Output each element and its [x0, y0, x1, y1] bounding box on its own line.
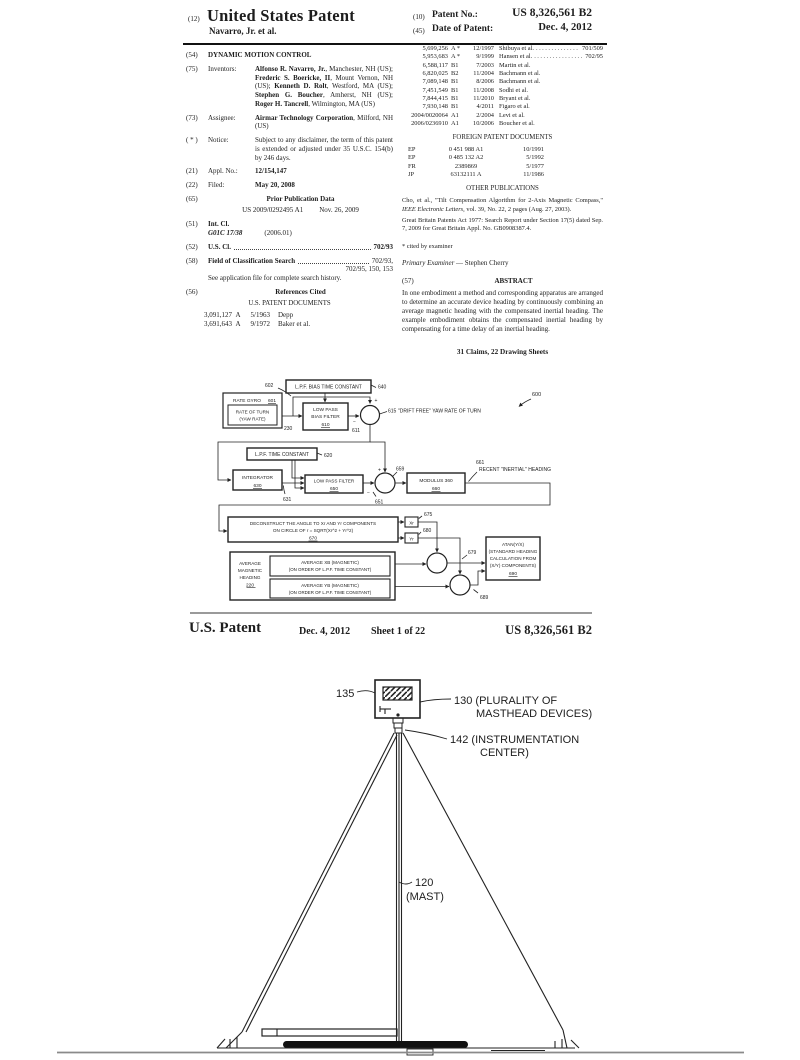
field-22-filed: (22) Filed: May 20, 2008 — [186, 181, 393, 190]
primary-examiner-line: Primary Examiner — Stephen Cherry — [402, 258, 509, 267]
label-integrator: INTEGRATOR — [241, 476, 274, 481]
field-54-title: (54) DYNAMIC MOTION CONTROL — [186, 51, 393, 60]
table-row: 5,953,683 A * 9/1999 Hansen et al. ................ 702/95 — [422, 53, 603, 61]
label-average-yb: AVERAGE YB (MAGNETIC) — [301, 583, 359, 588]
label-atan-3: CALCULATION FROM — [489, 556, 537, 561]
ref-680: 680 — [423, 528, 432, 534]
inventors-list: Alfonso R. Navarro, Jr., Manchester, NH (US); Frederic S. Boericke, II, Mount Vernon, NH (US); Kenneth D. Rolt, Westford, MA (US); Stephen G. Boucher, Amherst, NH (US); Roger H. Tancrell, Wilmington, MA (US) — [255, 64, 393, 108]
table-row: 6,588,117 B1 7/2003 Martin et al. — [422, 61, 531, 69]
leader-142 — [405, 730, 447, 739]
boom — [262, 1029, 397, 1036]
box-rate-of-turn — [228, 405, 277, 425]
foreign-documents-heading: FOREIGN PATENT DOCUMENTS — [452, 134, 553, 142]
label-yaw-rate: (YAW RATE) — [239, 416, 266, 422]
label-rate-gyro: RATE GYRO — [233, 399, 261, 404]
summer-611 — [361, 406, 380, 425]
ref-659: 659 — [396, 466, 405, 473]
ref-689: 689 — [480, 595, 489, 601]
ref-670: 670 — [308, 536, 318, 542]
table-row: 2004/0020064 A1 2/2004 Levi et al. — [411, 111, 525, 119]
patent-number: US 8,326,561 B2 — [512, 7, 592, 19]
code-10: (10) — [413, 13, 425, 21]
ref-661: 661 — [476, 460, 485, 466]
box-average-yb — [270, 579, 390, 598]
date-of-patent-label: Date of Patent: — [432, 24, 494, 34]
ref-142-line1: 142 (INSTRUMENTATION — [450, 734, 580, 746]
search-note: See application file for complete search history. — [208, 274, 342, 282]
box-average-xb — [270, 556, 390, 576]
ref-135: 135 — [336, 688, 355, 700]
field-52-us-cl: (52) U.S. Cl. 702/93 — [186, 242, 393, 251]
search-classes: 702/95, 150, 153 — [345, 265, 393, 274]
prior-publication-line — [208, 206, 393, 215]
ref-130-line2: MASTHEAD DEVICES) — [476, 708, 593, 720]
abstract-text: In one embodiment a method and corresponding apparatus are arranged to determine an accurate device heading by continuously combining an average magnetic heading with the compensated inertial heading. The example embodiment obtains the compensated inertial heading by compensating for a time delay of an inertial heading. — [402, 289, 603, 334]
label-lpf-tc: L.P.F. TIME CONSTANT — [255, 452, 309, 458]
ref-631: 631 — [283, 497, 292, 503]
label-magnetic: MAGNETIC — [237, 568, 263, 573]
publication-date: Nov. 26, 2009 — [319, 205, 359, 214]
fig1-labels — [336, 688, 592, 903]
fig1-drawing — [57, 680, 744, 1055]
ref-120: 120 — [415, 877, 434, 889]
ref-651: 651 — [375, 499, 384, 506]
abstract-heading-row: (57) ABSTRACT — [402, 277, 603, 286]
leader-130 — [420, 699, 451, 702]
int-cl-label: Int. Cl. — [208, 220, 230, 229]
ref-640: 640 — [378, 384, 387, 391]
table-row: 7,930,148 B1 4/2011 Figaro et al. — [422, 103, 530, 111]
us-patent-documents-heading: U.S. PATENT DOCUMENTS — [248, 299, 331, 307]
prior-publication-heading: Prior Publication Data — [266, 194, 335, 203]
us-cl-value: 702/93 — [373, 242, 393, 251]
abstract-heading: ABSTRACT — [494, 276, 533, 285]
label-deconstruct-2: ON CIRCLE OF r = SQRT(Xr^2 + Yr^2) — [272, 528, 354, 533]
block-diagram-figure — [185, 375, 620, 610]
field-65-heading: (65) Prior Publication Data — [186, 195, 393, 204]
table-row: 7,089,148 B1 8/2006 Bachmann et al. — [422, 78, 541, 86]
ref-620: 620 — [324, 453, 333, 459]
ref-650: 650 — [329, 487, 339, 492]
page-title: United States Patent — [207, 6, 355, 25]
publication-2: Great Britain Patents Act 1977: Search Report under Section 17(5) dated Sep. 7, 2009 for Great Britain Appl. No. GB0908387.4. — [402, 216, 603, 233]
minus-sign: − — [353, 419, 356, 425]
label-bias-filter: BIAS FILTER — [311, 415, 340, 420]
summer-689 — [450, 575, 470, 595]
label-yr: Yr — [409, 536, 414, 542]
ref-220: 220 — [245, 583, 255, 589]
label-atan-4: (X/Y) COMPONENTS) — [489, 563, 537, 568]
int-cl-class: G01C 17/38 — [208, 229, 243, 237]
ref-601: 601 — [267, 399, 277, 404]
us-references-table — [402, 45, 603, 128]
label-average: AVERAGE — [239, 561, 261, 566]
table-row: 3,691,643 A 9/1972 Baker et al. — [204, 319, 311, 328]
code-12: (12) — [188, 15, 200, 23]
ref-610: 610 — [321, 423, 330, 428]
table-row: EP 0 485 132 A2 5/1992 — [408, 154, 544, 162]
ref-602: 602 — [265, 383, 274, 389]
label-atan-1: ATAN(Y/X) — [501, 542, 525, 547]
label-average-xb: AVERAGE XB (MAGNETIC) — [301, 560, 359, 565]
table-row: 7,844,415 B1 11/2010 Bryant et al. — [422, 94, 531, 102]
table-row: JP 63132111 A 11/1986 — [408, 171, 544, 179]
label-atan-2: (STANDARD HEADING — [488, 549, 538, 554]
notice-text: Subject to any disclaimer, the term of this patent is extended or adjusted under 35 U.S.C. 154(b) by 246 days. — [255, 136, 393, 162]
left-references-table — [186, 311, 393, 329]
ref-611: 611 — [352, 428, 360, 434]
references-cited-heading: References Cited — [275, 287, 326, 296]
field-58-search: (58) Field of Classification Search 702/93, 702/95, 150, 153 See application file for complete search history. — [186, 256, 393, 282]
table-row: 7,451,549 B1 11/2008 Sodhi et al. — [422, 86, 528, 94]
label-xr: Xr — [409, 520, 414, 526]
publication-1: Cho, et al., "Tilt Compensation Algorithm for 2-Axis Magnetic Compass," IEEE Electronic Letters, vol. 39, No. 22, 2 pages (Aug. 27, 2003). — [402, 197, 603, 213]
date-of-patent: Dec. 4, 2012 — [538, 22, 592, 33]
cited-by-examiner: * cited by examiner — [402, 242, 453, 250]
ref-630: 630 — [253, 484, 262, 489]
table-row: EP 0 451 988 A1 10/1991 — [408, 146, 544, 154]
summer-651 — [375, 473, 395, 493]
int-cl-year: (2006.01) — [264, 229, 292, 237]
ref-679: 679 — [468, 550, 477, 556]
sheet-patent-number: US 8,326,561 B2 — [505, 623, 592, 637]
field-21-appl-no: (21) Appl. No.: 12/154,147 — [186, 167, 393, 176]
table-row: 6,820,025 B2 11/2004 Bachmann et al. — [422, 69, 541, 77]
table-row: 3,091,127 A 5/1963 Depp — [204, 310, 294, 319]
patent-front-header — [185, 6, 607, 42]
label-order-y: (ON ORDER OF L.P.F. TIME CONSTANT) — [288, 590, 372, 595]
label-deconstruct-1: DECONSTRUCT THE ANGLE TO Xr AND Yr COMPONENTS — [249, 521, 377, 526]
field-75-inventors: (75) Inventors: Alfonso R. Navarro, Jr., Manchester, NH (US); Frederic S. Boericke, II, Mount Vernon, NH (US); Kenneth D. Rolt, Westford, MA (US); Stephen G. Boucher, Amherst, NH (US); Roger H. Tancrell, Wilmington, MA (US) — [186, 64, 393, 108]
label-order-x: (ON ORDER OF L.P.F. TIME CONSTANT) — [288, 567, 372, 572]
summer-679 — [427, 553, 447, 573]
field-73-assignee: (73) Assignee: Airmar Technology Corporation, Milford, NH (US) — [186, 113, 393, 131]
label-drift-free: "DRIFT FREE" YAW RATE OF TURN — [398, 408, 481, 415]
mast-top-dot — [396, 713, 399, 716]
invention-title: DYNAMIC MOTION CONTROL — [208, 51, 312, 59]
label-low-pass-filter: LOW PASS FILTER — [313, 478, 355, 484]
field-51-int-cl: (51) Int. Cl. G01C 17/38 (2006.01) — [186, 220, 393, 238]
label-modulus: MODULUS 360 — [419, 479, 453, 484]
field-notice: ( * ) Notice: Subject to any disclaimer, the term of this patent is extended or adjusted under 35 U.S.C. 154(b) by 246 days. — [186, 136, 393, 162]
plus-sign: + — [378, 467, 381, 474]
minus-sign: − — [367, 490, 370, 496]
filing-date: May 20, 2008 — [255, 181, 295, 189]
field-56-references: (56) References Cited — [186, 288, 393, 297]
label-recent-inertial-heading: RECENT "INERTIAL" HEADING — [479, 467, 551, 473]
right-column — [402, 45, 603, 357]
ref-615: 615 — [388, 408, 397, 415]
deck-bar — [283, 1041, 468, 1048]
label-low-pass: LOW PASS — [313, 408, 338, 413]
plus-sign: + — [374, 398, 378, 404]
inventor-short-name: Navarro, Jr. et al. — [209, 26, 277, 36]
other-publications-heading: OTHER PUBLICATIONS — [466, 185, 539, 193]
publication-number: US 2009/0292495 A1 — [242, 205, 304, 214]
foreign-references-table — [402, 146, 603, 179]
ref-675: 675 — [424, 512, 433, 518]
table-row: 2006/0236910 A1 10/2006 Boucher et al. — [411, 119, 535, 127]
sheet-number: Sheet 1 of 22 — [371, 626, 426, 637]
ref-142-line2: CENTER) — [480, 747, 529, 759]
code-45: (45) — [413, 27, 425, 35]
table-row: 5,699,256 A * 12/1997 Shibuya et al. .............. 701/509 — [422, 45, 603, 52]
assignee: Airmar Technology Corporation, Milford, NH (US) — [255, 113, 393, 131]
left-column — [186, 51, 393, 328]
table-row: FR 2389869 5/1977 — [408, 162, 544, 170]
forestay — [242, 733, 394, 1032]
ref-690: 690 — [508, 572, 518, 577]
page-divider — [190, 612, 592, 614]
label-heading: HEADING — [239, 575, 261, 580]
sailboat-figure — [55, 675, 747, 1060]
patent-no-label: Patent No.: — [432, 10, 478, 20]
ref-660: 660 — [431, 487, 441, 492]
ref-130-line1: 130 (PLURALITY OF — [454, 695, 558, 707]
ref-230: 230 — [284, 426, 293, 432]
masthead-hatched-device — [383, 687, 412, 700]
ref-120-mast: (MAST) — [406, 891, 444, 903]
leader-135 — [357, 691, 375, 693]
label-rate-of-turn: RATE OF TURN — [235, 409, 270, 415]
label-bias-tc: L.P.F. BIAS TIME CONSTANT — [295, 384, 362, 391]
claims-summary: 31 Claims, 22 Drawing Sheets — [456, 347, 549, 356]
ref-600: 600 — [532, 392, 542, 398]
application-number: 12/154,147 — [255, 167, 287, 176]
sheet-header-date: Dec. 4, 2012 — [299, 626, 351, 637]
sheet-header-title: U.S. Patent — [189, 620, 262, 636]
